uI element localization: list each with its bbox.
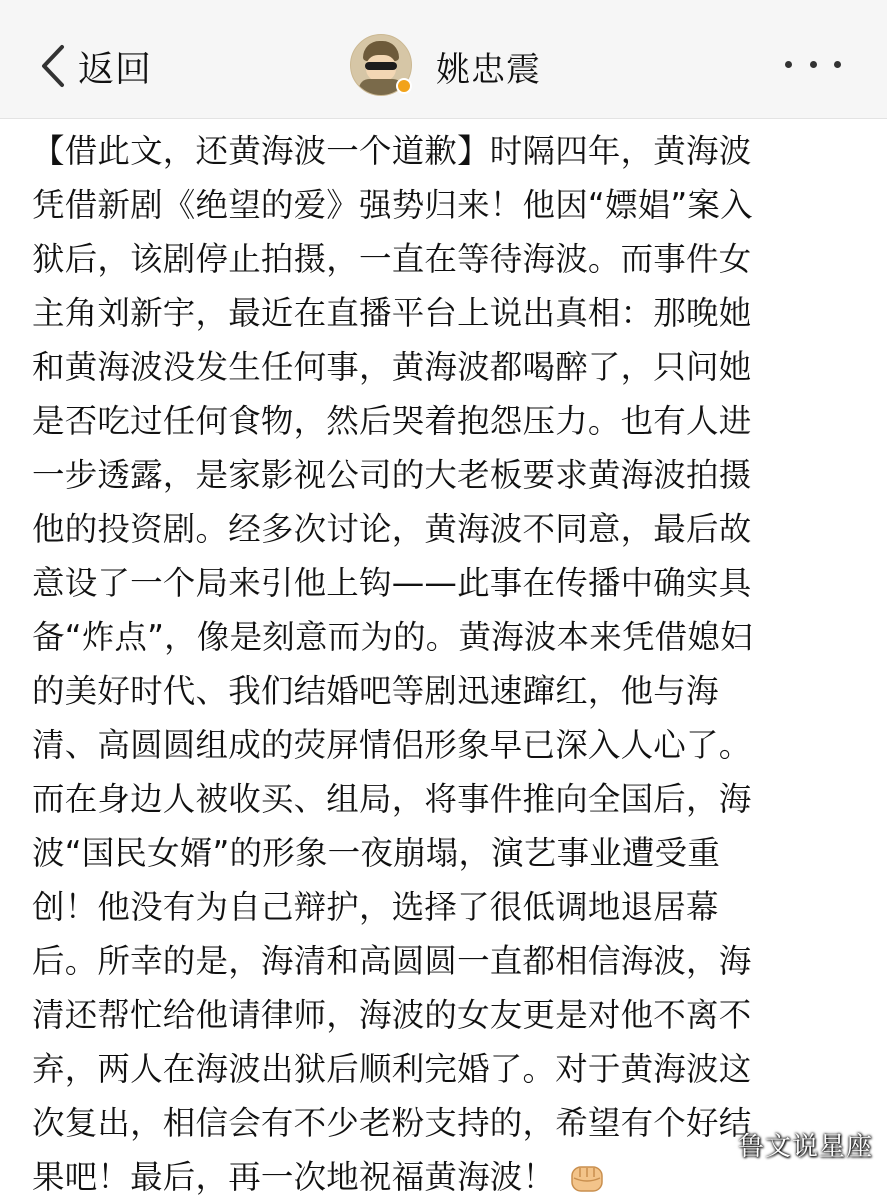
post-line: 弃，两人在海波出狱后顺利完婚了。对于黄海波这: [32, 1050, 752, 1088]
avatar-wrap[interactable]: [350, 34, 414, 98]
post-line: 果吧！最后，再一次地祝福黄海波！: [32, 1158, 556, 1196]
post-line: 【借此文，还黄海波一个道歉】时隔四年，黄海波: [32, 132, 752, 170]
post-line: 他的投资剧。经多次讨论，黄海波不同意，最后故: [32, 510, 752, 548]
more-dots-icon[interactable]: [785, 52, 841, 76]
post-last-line-wrap: [32, 1150, 832, 1204]
post-line: 意设了一个局来引他上钩——此事在传播中确实具: [32, 564, 752, 602]
post-line: 狱后，该剧停止拍摄，一直在等待海波。而事件女: [32, 240, 752, 278]
post-line: 一步透露，是家影视公司的大老板要求黄海波拍摄: [32, 456, 752, 494]
post-line: 清、高圆圆组成的荧屏情侣形象早已深入人心了。: [32, 726, 752, 764]
verified-badge-icon: [396, 78, 412, 94]
post-line: 备“炸点”，像是刻意而为的。黄海波本来凭借媳妇: [32, 618, 753, 656]
page-title: 姚忠震: [436, 49, 541, 90]
back-button[interactable]: [38, 38, 152, 94]
back-label: 返回: [78, 48, 153, 90]
post-body: [32, 124, 832, 1204]
profile-header[interactable]: [350, 34, 541, 98]
post-line: 的美好时代、我们结婚吧等剧迅速蹿红，他与海: [32, 672, 719, 710]
watermark: 鲁文说星座: [737, 1132, 873, 1162]
post-line: 主角刘新宇，最近在直播平台上说出真相：那晚她: [32, 294, 752, 332]
post-line: 是否吃过任何食物，然后哭着抱怨压力。也有人进: [32, 402, 752, 440]
post-line: 后。所幸的是，海清和高圆圆一直都相信海波，海: [32, 942, 752, 980]
post-line: 凭借新剧《绝望的爱》强势归来！他因“嫖娼”案入: [32, 186, 753, 224]
post-line: 波“国民女婿”的形象一夜崩塌，演艺事业遭受重: [32, 834, 721, 872]
post-line: 创！他没有为自己辩护，选择了很低调地退居幕: [32, 888, 719, 926]
fist-emoji-icon: [569, 1160, 605, 1194]
chevron-left-icon: [38, 43, 68, 89]
post-line: 而在身边人被收买、组局，将事件推向全国后，海: [32, 780, 752, 818]
post-line: 和黄海波没发生任何事，黄海波都喝醉了，只问她: [32, 348, 752, 386]
nav-bar: [0, 0, 887, 119]
post-line: 次复出，相信会有不少老粉支持的，希望有个好结: [32, 1104, 752, 1142]
post-line: 清还帮忙给他请律师，海波的女友更是对他不离不: [32, 996, 752, 1034]
